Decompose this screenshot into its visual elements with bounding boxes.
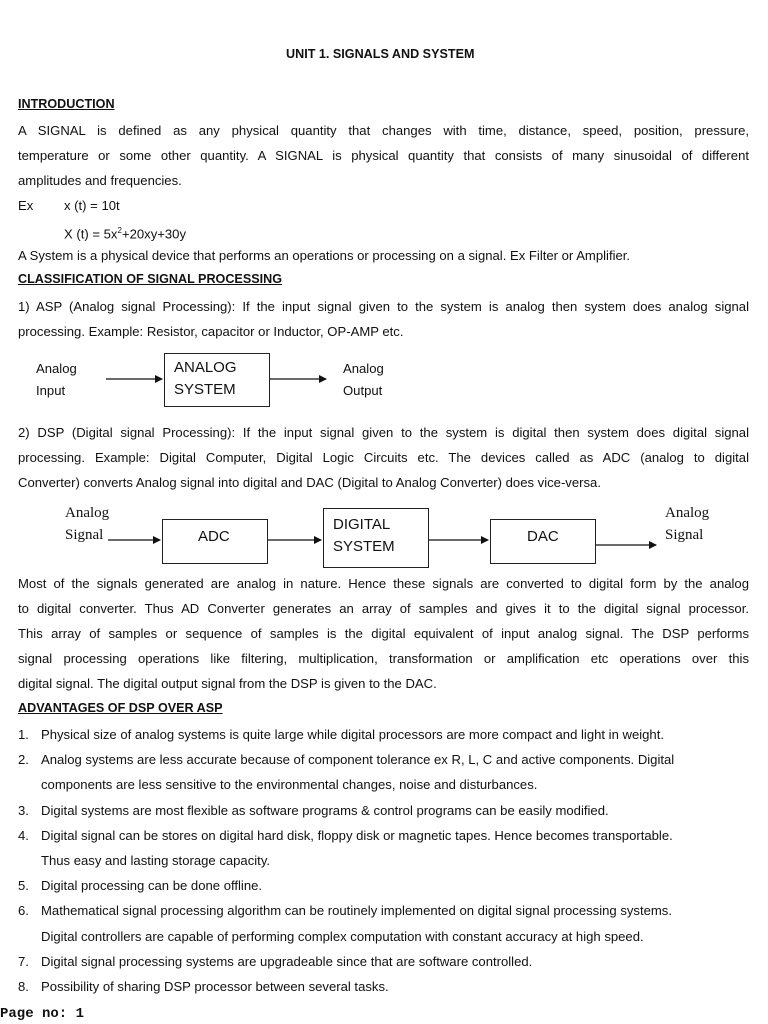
diagram2-output-label-2: Signal <box>665 527 704 543</box>
para-line-3: This array of samples or sequence of samples is the digital equivalent of input analog signal. The DSP performs <box>18 626 749 641</box>
section-heading-classification: CLASSIFICATION OF SIGNAL PROCESSING <box>18 272 283 286</box>
list-item-text: Digital controllers are capable of performing complex computation with constant accuracy at high speed. <box>41 929 644 944</box>
para-line-5: digital signal. The digital output signal from the DSP is given to the DAC. <box>18 676 437 691</box>
dsp-line-3: Converter) converts Analog signal into digital and DAC (Digital to Analog Converter) does vice-versa. <box>18 475 601 490</box>
intro-line-3: amplitudes and frequencies. <box>18 173 182 188</box>
section-heading-advantages: ADVANTAGES OF DSP OVER ASP <box>18 701 223 715</box>
equation-part: +20xy+30y <box>121 226 186 242</box>
diagram2-input-label-1: Analog <box>65 505 110 521</box>
diagram1-input-label-1: Analog <box>36 361 77 376</box>
para-line-4: signal processing operations like filtering, multiplication, transformation or amplification etc operations over this <box>18 651 749 666</box>
diagram1-output-label-1: Analog <box>343 361 384 376</box>
list-number: 5. <box>18 878 29 893</box>
para-line-2: to digital converter. Thus AD Converter generates an array of samples and gives it to the digital signal processor. <box>18 601 749 616</box>
system-definition: A System is a physical device that performs an operations or processing on a signal. Ex Filter or Amplifier. <box>18 248 631 263</box>
example-label: Ex <box>18 198 34 213</box>
diagram1-input-label-2: Input <box>36 383 66 398</box>
intro-line-1: A SIGNAL is defined as any physical quantity that changes with time, distance, speed, position, pressure, <box>18 123 749 138</box>
list-item-text: Mathematical signal processing algorithm can be routinely implemented on digital signal processing systems. <box>41 903 672 918</box>
dsp-line-1: 2) DSP (Digital signal Processing): If the input signal given to the system is digital then system does digital signal <box>18 425 749 440</box>
section-heading-introduction: INTRODUCTION <box>18 97 115 111</box>
adc-label: ADC <box>198 528 230 545</box>
digital-system-label-1: DIGITAL <box>333 516 391 533</box>
list-item-text: Digital systems are most flexible as software programs & control programs can be easily modified. <box>41 803 609 818</box>
diagram2-output-label-1: Analog <box>665 505 710 521</box>
analog-system-label-2: SYSTEM <box>174 381 236 398</box>
asp-line-1: 1) ASP (Analog signal Processing): If the input signal given to the system is analog then system does analog signal <box>18 299 749 314</box>
equation-part: X (t) = 5x <box>64 226 118 242</box>
intro-line-2: temperature or some other quantity. A SIGNAL is physical quantity that consists of many sinusoidal of different <box>18 148 749 163</box>
list-item-text: components are less sensitive to the environmental changes, noise and disturbances. <box>41 777 538 792</box>
list-item-text: Digital processing can be done offline. <box>41 878 263 893</box>
list-item-text: Thus easy and lasting storage capacity. <box>41 853 271 868</box>
page-number: Page no: 1 <box>0 1006 85 1022</box>
page-title: UNIT 1. SIGNALS AND SYSTEM <box>286 47 475 61</box>
list-number: 1. <box>18 727 29 742</box>
list-number: 3. <box>18 803 29 818</box>
diagram1-output-label-2: Output <box>343 383 383 398</box>
asp-line-2: processing. Example: Resistor, capacitor or Inductor, OP-AMP etc. <box>18 324 404 339</box>
digital-system-label-2: SYSTEM <box>333 538 395 555</box>
list-number: 4. <box>18 828 29 843</box>
analog-system-label-1: ANALOG <box>174 359 237 376</box>
list-item-text: Possibility of sharing DSP processor between several tasks. <box>41 979 389 994</box>
list-number: 8. <box>18 979 29 994</box>
list-item-text: Physical size of analog systems is quite large while digital processors are more compact and light in weight. <box>41 727 664 742</box>
dsp-line-2: processing. Example: Digital Computer, Digital Logic Circuits etc. The devices called as ADC (analog to digital <box>18 450 749 465</box>
diagram2-input-label-2: Signal <box>65 527 104 543</box>
dac-label: DAC <box>527 528 559 545</box>
list-item-text: Digital signal can be stores on digital hard disk, floppy disk or magnetic tapes. Hence becomes transportable. <box>41 828 673 843</box>
list-number: 7. <box>18 954 29 969</box>
list-number: 2. <box>18 752 29 767</box>
list-number: 6. <box>18 903 29 918</box>
list-item-text: Digital signal processing systems are upgradeable since that are software controlled. <box>41 954 533 969</box>
para-line-1: Most of the signals generated are analog in nature. Hence these signals are converted to digital form by the analog <box>18 576 749 591</box>
equation-exponent: 2 <box>117 226 122 235</box>
list-item-text: Analog systems are less accurate because of component tolerance ex R, L, C and active components. Digital <box>41 752 675 767</box>
example-equation-1: x (t) = 10t <box>64 198 120 213</box>
